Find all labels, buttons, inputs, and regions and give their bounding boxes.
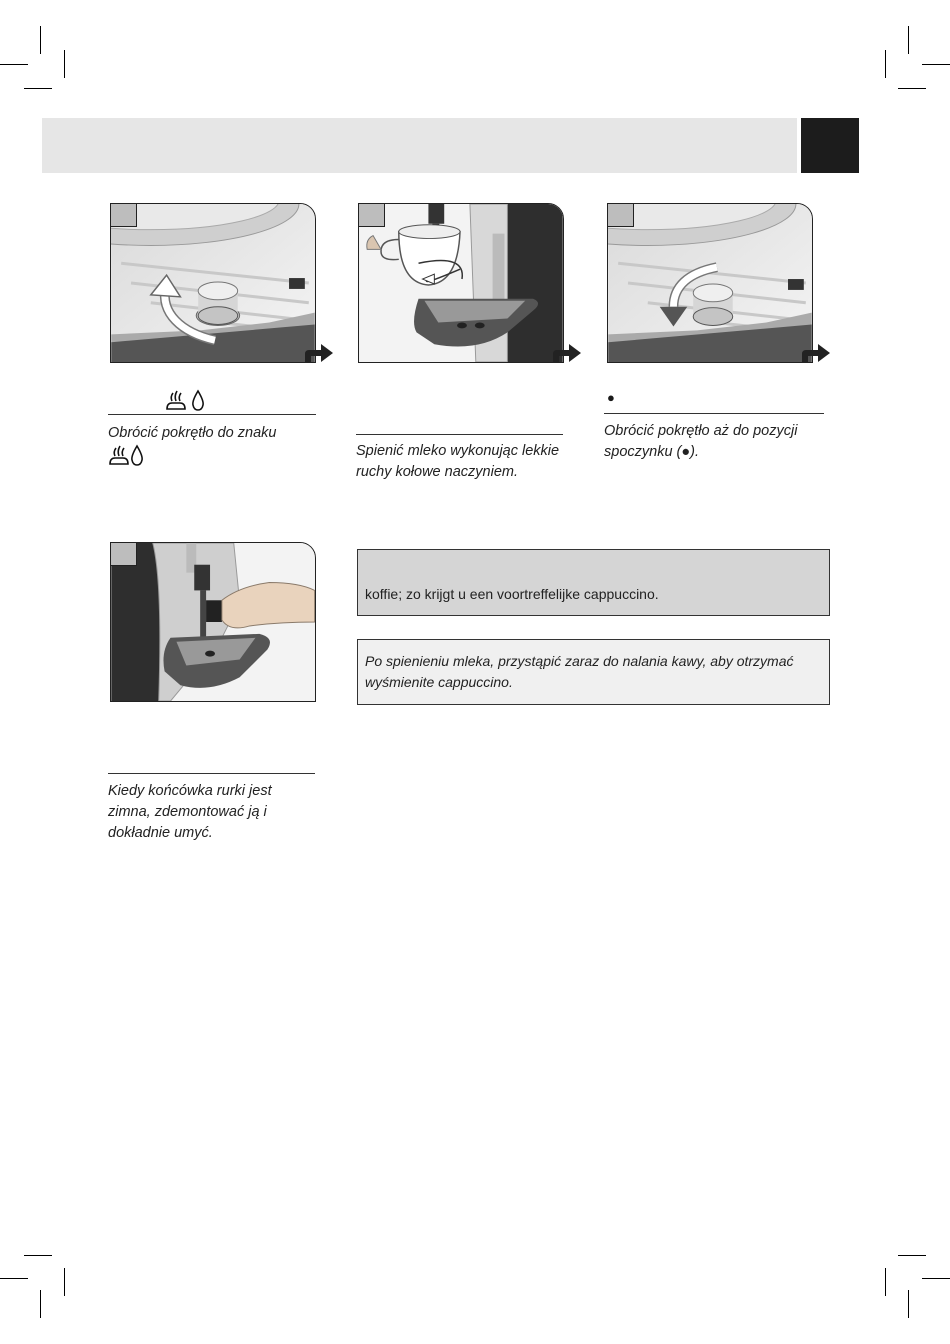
crop-mark [908, 1290, 909, 1318]
step-1-caption [108, 423, 318, 466]
water-drop-icon [130, 444, 144, 466]
knob-turn-back-illustration [608, 204, 812, 362]
steam-icon [108, 444, 130, 466]
figure-step-3 [607, 203, 813, 363]
rest-position-symbol: ● [607, 390, 615, 405]
header-section-tab [801, 118, 859, 173]
remove-nozzle-illustration [111, 543, 315, 701]
crop-mark [0, 1278, 28, 1279]
note-dutch-text: koffie; zo krijgt u een voortreffelijke cappuccino. [365, 586, 659, 602]
note-box-polish [357, 639, 830, 705]
crop-mark [40, 26, 41, 54]
crop-mark [40, 1290, 41, 1318]
figure-step-1 [110, 203, 316, 363]
note-box-dutch [357, 549, 830, 616]
next-step-arrow-icon [800, 342, 832, 364]
step-number-box [358, 203, 385, 227]
crop-mark [885, 1268, 886, 1296]
next-step-arrow-icon [303, 342, 335, 364]
crop-mark [24, 88, 52, 89]
step-4-caption: Kiedy końcówka rurki jest zimna, zdemontować ją i dokładnie umyć. [108, 783, 272, 841]
crop-mark [885, 50, 886, 78]
water-drop-icon [191, 389, 205, 411]
steam-icon [165, 389, 187, 411]
step-1-caption-text: Obrócić pokrętło do znaku [108, 425, 277, 441]
crop-mark [0, 64, 28, 65]
crop-mark [24, 1255, 52, 1256]
caption-divider [604, 413, 824, 414]
crop-mark [922, 64, 950, 65]
caption-divider [356, 434, 563, 435]
crop-mark [898, 1255, 926, 1256]
figure-step-4 [110, 542, 316, 702]
crop-mark [922, 1278, 950, 1279]
caption-divider [108, 414, 316, 415]
froth-milk-illustration [359, 204, 563, 362]
step-3-caption: Obrócić pokrętło aż do pozycji spoczynku (●). [604, 423, 798, 460]
crop-mark [64, 1268, 65, 1296]
header-bar [42, 118, 797, 173]
knob-turn-left-illustration [111, 204, 315, 362]
caption-divider [108, 773, 315, 774]
figure-step-2 [358, 203, 564, 363]
note-polish-text: Po spienieniu mleka, przystąpić zaraz do nalania kawy, aby otrzymać wyśmienite cappuccino. [365, 653, 794, 690]
step-number-box [110, 542, 137, 566]
step-number-box [110, 203, 137, 227]
next-step-arrow-icon [551, 342, 583, 364]
step-number-box [607, 203, 634, 227]
crop-mark [898, 88, 926, 89]
step-2-caption: Spienić mleko wykonując lekkie ruchy kołowe naczyniem. [356, 443, 560, 480]
crop-mark [64, 50, 65, 78]
step-1-symbol-line [165, 389, 205, 411]
crop-mark [908, 26, 909, 54]
